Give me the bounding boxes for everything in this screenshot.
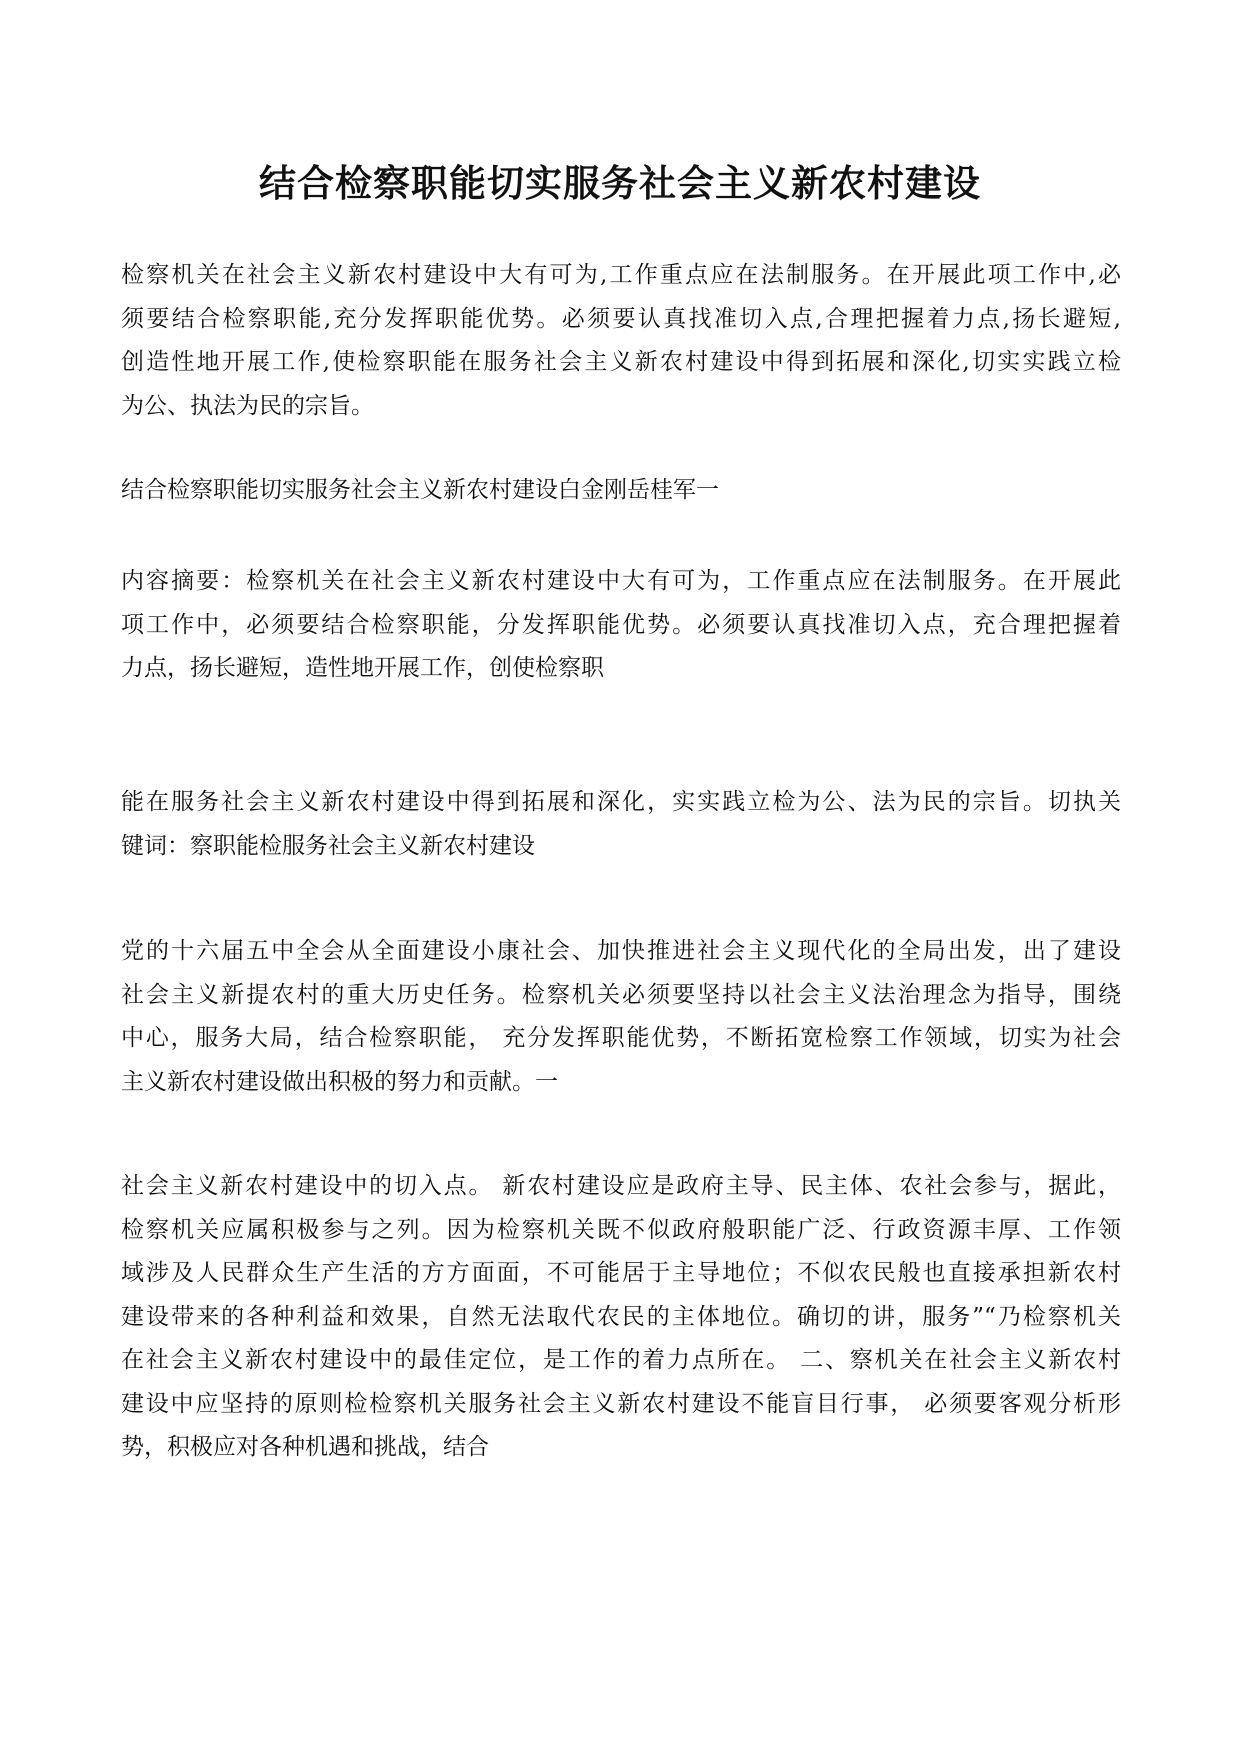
abstract-paragraph	[121, 560, 1121, 691]
intro-paragraph	[121, 254, 1121, 428]
body-paragraph-2	[121, 1165, 1121, 1470]
text-line: 结合检察职能切实服务社会主义新农村建设白金刚岳桂军一	[121, 477, 719, 503]
text-line: 社会主义新农村建设中的切入点。 新农村建设应是政府主导、民主体、农社会参与，据此，	[121, 1173, 1121, 1199]
text-line: 内容摘要：检察机关在社会主义新农村建设中大有可为，工作重点应在法制服务。在开展此	[121, 568, 1121, 594]
text-line: 社会主义新提农村的重大历史任务。检察机关必须要坚持以社会主义法治理念为指导，围绕	[121, 981, 1121, 1008]
text-line: 检察机关在社会主义新农村建设中大有可为,工作重点应在法制服务。在开展此项工作中,必	[121, 262, 1121, 288]
text-line: 建设带来的各种利益和效果，自然无法取代农民的主体地位。确切的讲，服务”“乃检察机关	[121, 1303, 1121, 1330]
text-line: 键词：察职能检服务社会主义新农村建设	[121, 832, 535, 859]
text-line: 创造性地开展工作,使检察职能在服务社会主义新农村建设中得到拓展和深化,切实实践立检	[121, 349, 1121, 375]
text-line: 项工作中，必须要结合检察职能，分发挥职能优势。必须要认真找准切入点，充合理把握着	[121, 611, 1121, 638]
text-line: 党的十六届五中全会从全面建设小康社会、加快推进社会主义现代化的全局出发，出了建设	[121, 938, 1121, 964]
text-line: 力点，扬长避短，造性地开展工作，创使检察职	[121, 655, 604, 681]
text-line: 主义新农村建设做出积极的努力和贡献。一	[121, 1068, 558, 1095]
text-line: 建设中应坚持的原则检检察机关服务社会主义新农村建设不能盲目行事， 必须要客观分析形	[121, 1390, 1121, 1417]
page-title: 结合检察职能切实服务社会主义新农村建设	[259, 161, 981, 205]
keywords-paragraph	[121, 781, 1121, 868]
text-line: 势，积极应对各种机遇和挑战，结合	[121, 1434, 489, 1460]
text-line: 能在服务社会主义新农村建设中得到拓展和深化，实实践立检为公、法为民的宗旨。切执关	[121, 789, 1121, 815]
byline-paragraph	[121, 469, 1121, 513]
text-line: 中心，服务大局，结合检察职能， 充分发挥职能优势，不断拓宽检察工作领域，切实为社会	[121, 1025, 1121, 1051]
body-paragraph-1	[121, 930, 1121, 1104]
text-line: 域涉及人民群众生产生活的方方面面，不可能居于主导地位；不似农民般也直接承担新农村	[121, 1260, 1121, 1286]
text-line: 为公、执法为民的宗旨。	[121, 392, 374, 419]
text-line: 须要结合检察职能,充分发挥职能优势。必须要认真找准切入点,合理把握着力点,扬长避短,	[121, 305, 1121, 332]
text-line: 在社会主义新农村建设中的最佳定位，是工作的着力点所在。 二、察机关在社会主义新农村	[121, 1347, 1121, 1373]
text-line: 检察机关应属积极参与之列。因为检察机关既不似政府般职能广泛、行政资源丰厚、工作领	[121, 1216, 1121, 1243]
